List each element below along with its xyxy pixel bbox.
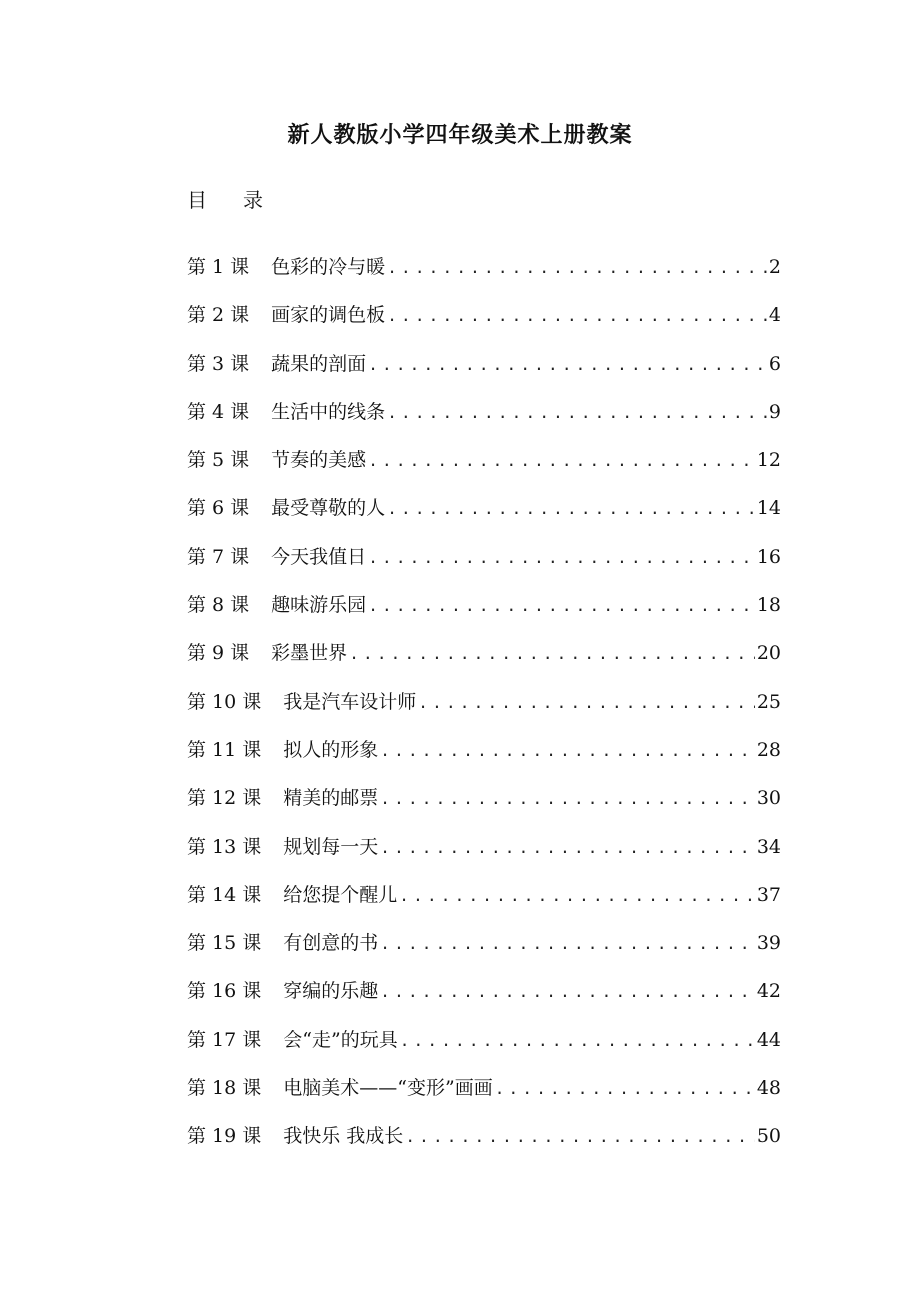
toc-page-number: 50: [756, 1125, 781, 1148]
toc-page-number: 39: [756, 932, 781, 955]
toc-heading: [187, 184, 263, 213]
toc-page-number: 20: [756, 642, 781, 665]
toc-entry[interactable]: [187, 590, 781, 638]
toc-leader-dots: [387, 306, 767, 325]
toc-page-number: 42: [756, 980, 781, 1003]
toc-lesson-title: 蔬果的剖面: [271, 352, 367, 375]
toc-entry[interactable]: [187, 687, 781, 735]
toc-heading-left: 目: [187, 188, 207, 212]
toc-leader-dots: [400, 1031, 755, 1050]
toc-entry[interactable]: [187, 445, 781, 493]
toc-page-number: 34: [756, 835, 781, 858]
toc-lesson-title: 穿编的乐趣: [283, 980, 379, 1003]
toc-entry[interactable]: [187, 928, 781, 976]
toc-lesson-title: 电脑美术——“变形”画画: [283, 1077, 493, 1100]
toc-lesson-title: 生活中的线条: [271, 400, 386, 423]
toc-lesson-title: 色彩的冷与暖: [271, 256, 386, 278]
toc-lesson-number: 第 18 课: [187, 1077, 262, 1100]
toc-lesson-number: 第 1 课: [187, 256, 250, 278]
toc-leader-dots: [387, 499, 755, 518]
toc-lesson-title: 规划每一天: [283, 835, 379, 858]
toc-lesson-number: 第 5 课: [187, 449, 250, 472]
toc-lesson-number: 第 14 课: [187, 883, 262, 906]
toc-entry[interactable]: [187, 252, 781, 300]
toc-entry[interactable]: [187, 976, 781, 1024]
toc-page-number: 16: [756, 545, 781, 568]
toc-entry[interactable]: [187, 397, 781, 445]
toc-lesson-number: 第 16 课: [187, 980, 262, 1003]
toc-entry[interactable]: [187, 542, 781, 590]
toc-lesson-number: 第 17 课: [187, 1028, 262, 1051]
toc-leader-dots: [368, 451, 755, 470]
toc-lesson-title: 今天我值日: [271, 545, 367, 568]
toc-page-number: 30: [756, 787, 781, 810]
toc-lesson-title: 精美的邮票: [283, 787, 379, 810]
toc-leader-dots: [368, 355, 767, 374]
toc-leader-dots: [387, 258, 767, 277]
toc-leader-dots: [399, 886, 755, 905]
toc-leader-dots: [405, 1127, 755, 1146]
toc-entry[interactable]: [187, 1073, 781, 1121]
toc-leader-dots: [387, 403, 767, 422]
toc-leader-dots: [380, 838, 755, 857]
toc-entry[interactable]: [187, 783, 781, 831]
toc-entry[interactable]: [187, 300, 781, 348]
toc-lesson-number: 第 12 课: [187, 787, 262, 810]
toc-lesson-title: 节奏的美感: [271, 449, 367, 472]
toc-lesson-number: 第 2 课: [187, 304, 250, 327]
toc-entry[interactable]: [187, 1025, 781, 1073]
toc-page-number: 2: [768, 256, 781, 278]
toc-lesson-number: 第 10 课: [187, 690, 262, 713]
toc-lesson-title: 会“走”的玩具: [283, 1028, 398, 1051]
toc-entry[interactable]: [187, 832, 781, 880]
toc-page-number: 18: [756, 594, 781, 617]
toc-page-number: 12: [756, 449, 781, 472]
toc-leader-dots: [380, 789, 755, 808]
toc-lesson-title: 画家的调色板: [271, 304, 386, 327]
toc-lesson-number: 第 8 课: [187, 594, 250, 617]
toc-lesson-number: 第 9 课: [187, 642, 250, 665]
toc-lesson-number: 第 4 课: [187, 400, 250, 423]
toc-entry[interactable]: [187, 735, 781, 783]
toc-entry[interactable]: [187, 349, 781, 397]
toc-leader-dots: [368, 596, 755, 615]
toc-page-number: 48: [756, 1077, 781, 1100]
toc-page-number: 44: [756, 1028, 781, 1051]
toc-lesson-title: 给您提个醒儿: [283, 883, 398, 906]
toc-page-number: 4: [768, 304, 781, 327]
toc-page-number: 25: [756, 690, 781, 713]
toc-lesson-title: 趣味游乐园: [271, 594, 367, 617]
toc-page-number: 28: [756, 738, 781, 761]
table-of-contents: [187, 252, 781, 1170]
toc-page-number: 6: [768, 352, 781, 375]
toc-lesson-number: 第 15 课: [187, 932, 262, 955]
toc-lesson-number: 第 19 课: [187, 1125, 262, 1148]
toc-lesson-title: 我快乐 我成长: [283, 1125, 404, 1148]
toc-lesson-title: 拟人的形象: [283, 738, 379, 761]
toc-entry[interactable]: [187, 880, 781, 928]
toc-leader-dots: [349, 644, 755, 663]
toc-lesson-number: 第 11 课: [187, 738, 262, 761]
toc-page-number: 9: [768, 400, 781, 423]
toc-leader-dots: [380, 741, 755, 760]
toc-page-number: 37: [756, 883, 781, 906]
toc-leader-dots: [380, 982, 755, 1001]
toc-leader-dots: [380, 934, 755, 953]
document-title: 新人教版小学四年级美术上册教案: [287, 122, 633, 148]
toc-lesson-number: 第 7 课: [187, 545, 250, 568]
toc-page-number: 14: [756, 497, 781, 520]
toc-entry[interactable]: [187, 638, 781, 686]
toc-lesson-title: 我是汽车设计师: [283, 690, 417, 713]
toc-heading-right: 录: [243, 188, 263, 212]
toc-lesson-number: 第 13 课: [187, 835, 262, 858]
toc-leader-dots: [418, 693, 755, 712]
toc-lesson-number: 第 6 课: [187, 497, 250, 520]
toc-lesson-number: 第 3 课: [187, 352, 250, 375]
toc-lesson-title: 有创意的书: [283, 932, 379, 955]
toc-entry[interactable]: [187, 493, 781, 541]
toc-lesson-title: 彩墨世界: [271, 642, 348, 665]
toc-entry[interactable]: [187, 1121, 781, 1169]
toc-lesson-title: 最受尊敬的人: [271, 497, 386, 520]
toc-leader-dots: [495, 1079, 755, 1098]
toc-leader-dots: [368, 548, 755, 567]
